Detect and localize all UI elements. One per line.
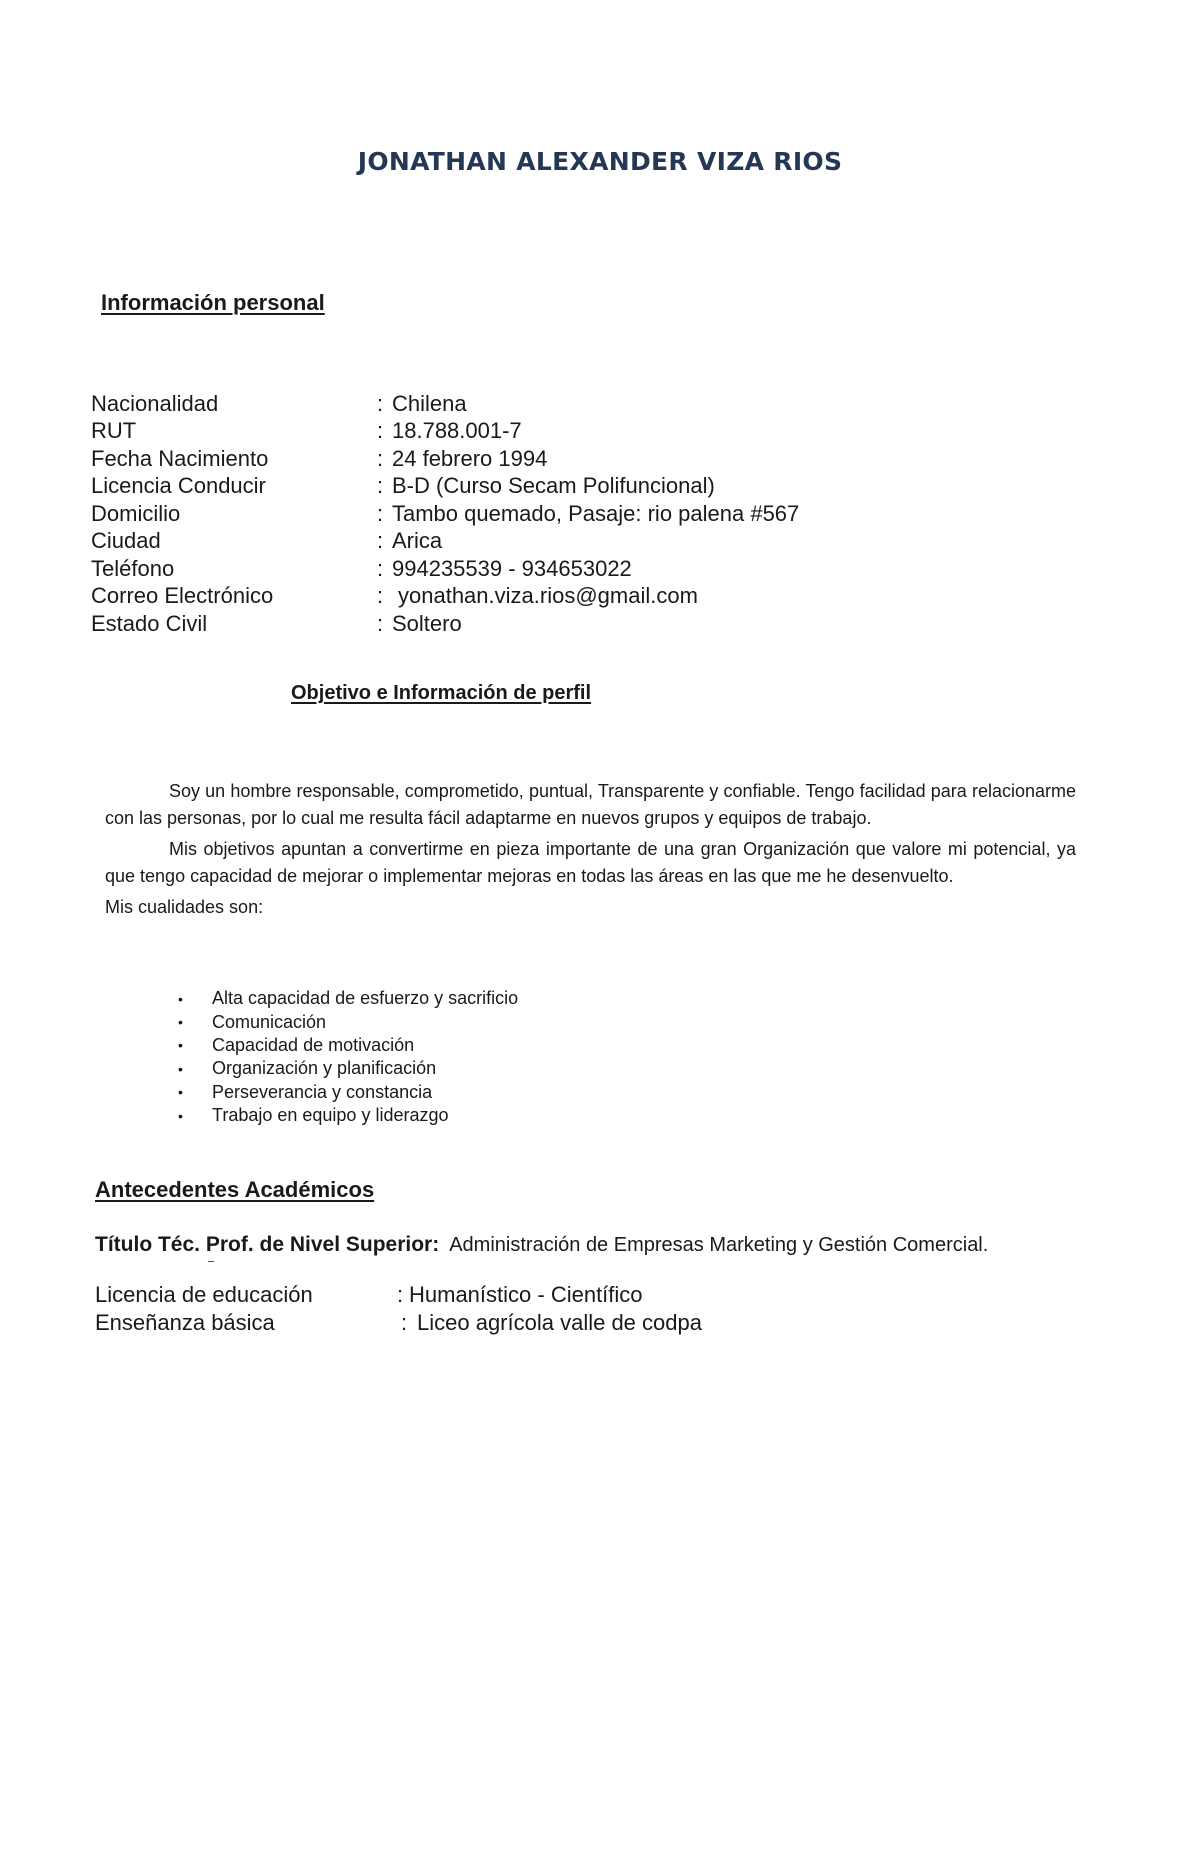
bullet-icon: • <box>178 1037 183 1054</box>
info-row-marital-status <box>91 610 799 638</box>
personal-info-table <box>91 390 799 638</box>
info-value: Soltero <box>392 610 462 636</box>
bullet-icon: • <box>178 1107 183 1124</box>
objective-paragraph: Mis objetivos apuntan a convertirme en pieza importante de una gran Organización que valore mi potencial, ya que tengo capacidad de mejorar o implementar mejoras en todas las áreas en las que me he desenvuelto. <box>105 839 1076 886</box>
edu-row-primary <box>95 1309 702 1337</box>
info-label: Licencia Conducir <box>91 473 266 499</box>
info-value: 18.788.001-7 <box>392 418 522 444</box>
degree-label: Título Téc. Prof. de Nivel Superior: <box>95 1233 440 1256</box>
bullet-icon: • <box>178 1084 183 1101</box>
qualities-intro: Mis cualidades son: <box>105 897 264 917</box>
quality-text: Organización y planificación <box>212 1058 437 1079</box>
info-label: Nacionalidad <box>91 390 219 416</box>
bullet-icon: • <box>178 1060 183 1077</box>
bullet-icon: • <box>178 990 183 1007</box>
list-item <box>178 1104 518 1127</box>
edu-label: Licencia de educación <box>95 1282 313 1307</box>
objective-section <box>105 778 1076 925</box>
info-label: Fecha Nacimiento <box>91 445 269 471</box>
personal-info-heading: Información personal <box>101 290 325 315</box>
info-value: 994235539 - 934653022 <box>392 555 632 581</box>
info-separator: : <box>377 555 384 581</box>
quality-text: Comunicación <box>212 1011 327 1032</box>
qualities-list <box>178 987 518 1127</box>
info-row-email <box>91 583 799 611</box>
quality-text: Perseverancia y constancia <box>212 1081 433 1102</box>
edu-label: Enseñanza básica <box>95 1310 275 1335</box>
list-item <box>178 1081 518 1104</box>
degree-line <box>95 1233 988 1257</box>
list-item <box>178 987 518 1010</box>
edu-separator: : <box>397 1282 404 1307</box>
info-label: RUT <box>91 418 137 444</box>
degree-value: Administración de Empresas Marketing y Gestión Comercial. <box>449 1234 989 1256</box>
info-value: Chilena <box>392 390 467 416</box>
info-value: Arica <box>392 528 443 554</box>
info-separator: : <box>377 473 384 499</box>
edu-separator: : <box>401 1310 408 1335</box>
quality-text: Trabajo en equipo y liderazgo <box>212 1105 449 1126</box>
bullet-icon: • <box>178 1014 183 1031</box>
info-row-address <box>91 500 799 528</box>
quality-text: Alta capacidad de esfuerzo y sacrificio <box>212 988 519 1009</box>
info-label: Ciudad <box>91 528 161 554</box>
info-row-rut <box>91 418 799 446</box>
quality-text: Capacidad de motivación <box>212 1034 415 1055</box>
scan-mark <box>208 1261 214 1262</box>
list-item <box>178 1010 518 1033</box>
objective-paragraph: Soy un hombre responsable, comprometido, puntual, Transparente y confiable. Tengo facilidad para relacionarme con las personas, por lo cual me resulta fácil adaptarme en nuevos grupos y equipos de trabajo. <box>105 781 1076 828</box>
info-row-birthdate <box>91 445 799 473</box>
objective-heading: Objetivo e Información de perfil <box>291 682 592 704</box>
info-value: Tambo quemado, Pasaje: rio palena #567 <box>392 500 800 526</box>
info-separator: : <box>377 583 384 609</box>
info-separator: : <box>377 418 384 444</box>
info-separator: : <box>377 445 384 471</box>
info-label: Domicilio <box>91 500 181 526</box>
info-label: Teléfono <box>91 555 175 581</box>
info-value: 24 febrero 1994 <box>392 445 548 471</box>
info-value: yonathan.viza.rios@gmail.com <box>398 583 698 609</box>
info-separator: : <box>377 528 384 554</box>
info-separator: : <box>377 500 384 526</box>
info-separator: : <box>377 610 384 636</box>
list-item <box>178 1057 518 1080</box>
info-separator: : <box>377 390 384 416</box>
info-value: B-D (Curso Secam Polifuncional) <box>392 473 715 499</box>
candidate-name: JONATHAN ALEXANDER VIZA RIOS <box>357 146 843 176</box>
edu-row-secondary <box>95 1281 702 1309</box>
education-table <box>95 1281 702 1337</box>
edu-value: Humanístico - Científico <box>409 1282 643 1307</box>
info-row-city <box>91 528 799 556</box>
info-row-nationality <box>91 390 799 418</box>
edu-value: Liceo agrícola valle de codpa <box>417 1310 702 1335</box>
list-item <box>178 1034 518 1057</box>
info-row-license <box>91 473 799 501</box>
academic-heading: Antecedentes Académicos <box>95 1177 375 1202</box>
info-label: Correo Electrónico <box>91 583 274 609</box>
info-label: Estado Civil <box>91 610 208 636</box>
info-row-phone <box>91 555 799 583</box>
